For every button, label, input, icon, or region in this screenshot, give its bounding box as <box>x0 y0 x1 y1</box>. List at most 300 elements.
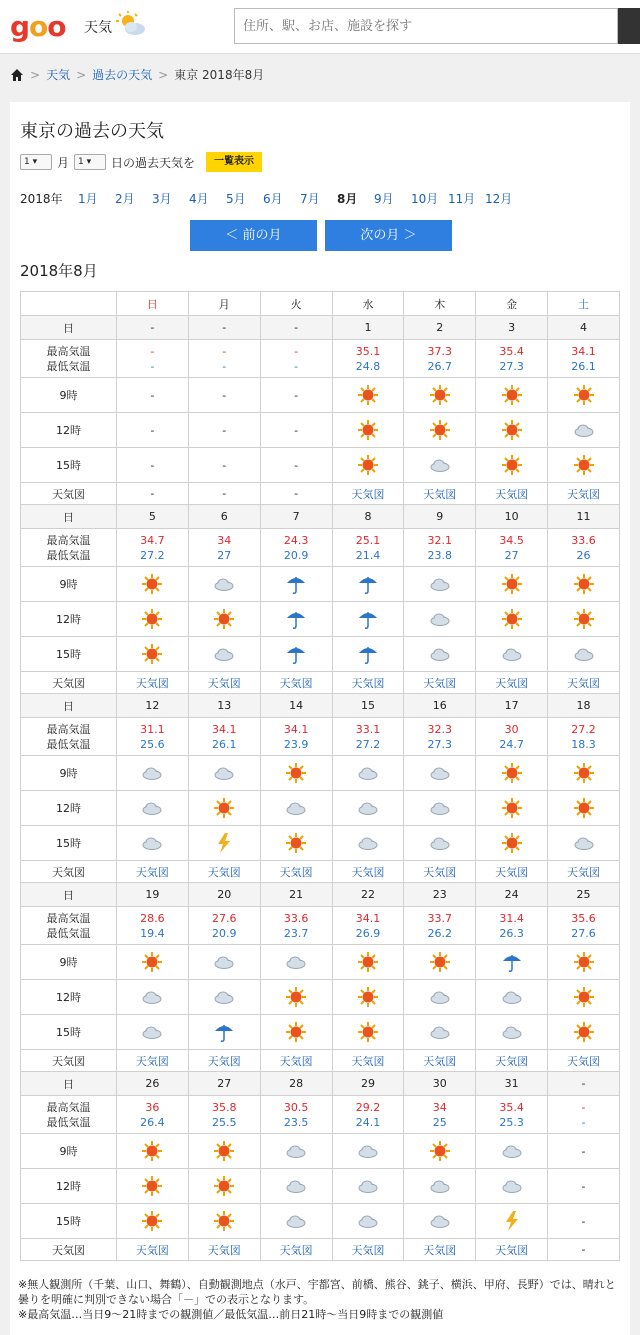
weather-map-link[interactable]: 天気図 <box>476 1050 548 1072</box>
low-temp: 25.6 <box>140 737 165 751</box>
date-cell: 15 <box>332 694 404 718</box>
low-temp: 23.8 <box>427 548 453 562</box>
weather-cell <box>476 826 548 861</box>
sunny-icon <box>357 454 379 476</box>
sunny-icon <box>573 573 595 595</box>
weather-map-link[interactable]: 天気図 <box>188 1239 260 1261</box>
weather-map-link[interactable]: 天気図 <box>548 483 620 505</box>
low-temp: 25.3 <box>499 1115 524 1129</box>
low-temp: 20.9 <box>212 926 237 940</box>
weather-cell: - <box>548 1204 620 1239</box>
weather-cell <box>332 1134 404 1169</box>
weather-cell <box>476 1204 548 1239</box>
cloudy-icon <box>141 832 163 854</box>
weather-row-12 <box>21 791 620 826</box>
month-nav <box>20 190 522 207</box>
row-label-15h: 15時 <box>21 448 117 483</box>
cloudy-icon <box>573 419 595 441</box>
weather-map-link[interactable]: 天気図 <box>548 861 620 883</box>
temperature-cell <box>476 340 548 378</box>
temperature-cell <box>260 529 332 567</box>
low-temp: 27.2 <box>355 737 381 751</box>
date-cell: 29 <box>332 1072 404 1096</box>
row-label-date: 日 <box>21 1072 117 1096</box>
high-temp: 31.1 <box>140 722 165 736</box>
weather-cell <box>404 791 476 826</box>
weather-cell <box>188 1169 260 1204</box>
weather-map-empty: - <box>188 483 260 505</box>
weather-cell <box>117 826 189 861</box>
weather-map-link[interactable]: 天気図 <box>548 672 620 694</box>
sunny-icon <box>141 608 163 630</box>
weather-map-link[interactable]: 天気図 <box>476 483 548 505</box>
temperature-cell <box>476 529 548 567</box>
sunny-icon <box>573 454 595 476</box>
high-temp: 34.1 <box>283 722 309 736</box>
weather-cell <box>117 791 189 826</box>
low-temp: 24.7 <box>499 737 524 751</box>
high-temp-label: 最高気温 <box>46 1100 91 1114</box>
month-unit: 月 <box>57 155 70 170</box>
low-temp: 26.3 <box>499 926 524 940</box>
temperature-cell <box>117 907 189 945</box>
temperature-cell <box>548 529 620 567</box>
month-link-3[interactable]: 3月 <box>152 192 172 206</box>
high-temp: 36 <box>145 1100 160 1114</box>
weather-cell <box>117 945 189 980</box>
high-temp-label: 最高気温 <box>46 911 91 925</box>
weather-map-link[interactable]: 天気図 <box>548 1050 620 1072</box>
row-label-map: 天気図 <box>21 1050 117 1072</box>
cloudy-icon <box>213 762 235 784</box>
weather-cell <box>404 1169 476 1204</box>
weather-cell <box>117 1015 189 1050</box>
weather-row-15 <box>21 637 620 672</box>
temperature-cell <box>404 340 476 378</box>
temperature-cell <box>476 907 548 945</box>
weather-cell <box>476 637 548 672</box>
weather-map-link[interactable]: 天気図 <box>117 1050 189 1072</box>
low-temp: 24.8 <box>355 359 381 373</box>
sunny-icon <box>429 1140 451 1162</box>
date-cell: 3 <box>476 316 548 340</box>
date-cell: 21 <box>260 883 332 907</box>
next-month-button[interactable]: 次の月 ＞ <box>325 220 452 251</box>
low-temp: 23.5 <box>283 1115 309 1129</box>
weather-map-link[interactable]: 天気図 <box>117 861 189 883</box>
date-cell: 9 <box>404 505 476 529</box>
high-temp: 27.2 <box>571 722 596 736</box>
weather-cell <box>260 945 332 980</box>
weather-map-link[interactable]: 天気図 <box>117 1239 189 1261</box>
row-label-map: 天気図 <box>21 483 117 505</box>
goo-logo[interactable]: goo <box>10 10 66 43</box>
cloudy-icon <box>429 643 451 665</box>
weather-map-link[interactable]: 天気図 <box>117 672 189 694</box>
weather-map-link[interactable]: 天気図 <box>476 861 548 883</box>
row-label-12h: 12時 <box>21 1169 117 1204</box>
weather-cell <box>260 1169 332 1204</box>
weather-cell <box>260 602 332 637</box>
weather-map-link[interactable]: 天気図 <box>404 861 476 883</box>
breadcrumb-current: 東京 2018年8月 <box>174 68 265 82</box>
high-temp: 33.6 <box>283 911 309 925</box>
weather-cell: - <box>188 413 260 448</box>
high-temp: 34.1 <box>571 344 596 358</box>
low-temp-label: 最低気温 <box>46 737 91 751</box>
row-label-12h: 12時 <box>21 413 117 448</box>
weather-cell <box>548 791 620 826</box>
weather-cell <box>188 980 260 1015</box>
cloudy-icon <box>501 1140 523 1162</box>
low-temp: - <box>294 359 299 373</box>
weather-map-link[interactable]: 天気図 <box>260 861 332 883</box>
high-temp: 32.3 <box>427 722 453 736</box>
month-link-10[interactable]: 10月 <box>411 192 439 206</box>
temperature-cell <box>404 1096 476 1134</box>
list-view-button[interactable]: 一覧表示 <box>206 152 262 172</box>
month-link-12[interactable]: 12月 <box>485 192 513 206</box>
row-label-9h: 9時 <box>21 756 117 791</box>
temperature-cell <box>332 529 404 567</box>
sunny-icon <box>429 384 451 406</box>
temperature-cell <box>188 1096 260 1134</box>
weather-cell <box>260 980 332 1015</box>
sunny-icon <box>141 1140 163 1162</box>
breadcrumb <box>10 66 264 83</box>
row-label-15h: 15時 <box>21 826 117 861</box>
sunny-icon <box>213 1140 235 1162</box>
high-temp-label: 最高気温 <box>46 344 91 358</box>
temperature-cell <box>548 907 620 945</box>
weather-cell: - <box>117 413 189 448</box>
cloudy-icon <box>285 797 307 819</box>
weekday-header: 月 <box>188 292 260 316</box>
weather-cell <box>332 791 404 826</box>
cloudy-icon <box>429 608 451 630</box>
weather-map-link[interactable]: 天気図 <box>476 672 548 694</box>
sunny-icon <box>141 951 163 973</box>
rain-icon <box>213 1021 235 1043</box>
date-cell: 1 <box>332 316 404 340</box>
weather-cell <box>404 637 476 672</box>
low-temp: 26.2 <box>427 926 453 940</box>
weather-cell <box>404 413 476 448</box>
high-temp: 24.3 <box>283 533 309 547</box>
date-row <box>21 883 620 907</box>
sunny-icon <box>573 797 595 819</box>
date-cell: 5 <box>117 505 189 529</box>
temperature-cell <box>548 718 620 756</box>
weather-cell <box>548 448 620 483</box>
site-header <box>0 0 640 54</box>
high-temp: 34 <box>217 533 232 547</box>
row-label-temperature <box>21 718 117 756</box>
rain-icon <box>501 951 523 973</box>
cloudy-icon <box>285 1210 307 1232</box>
weather-map-link[interactable]: 天気図 <box>260 1239 332 1261</box>
sunny-icon <box>573 1021 595 1043</box>
weather-cell <box>404 1015 476 1050</box>
sunny-icon <box>285 762 307 784</box>
weather-cell: - <box>117 448 189 483</box>
sunny-icon <box>429 419 451 441</box>
temperature-row <box>21 1096 620 1134</box>
high-temp: - <box>294 344 299 358</box>
thunder-icon <box>501 1210 523 1232</box>
cloudy-icon <box>141 986 163 1008</box>
search-button[interactable] <box>618 8 640 44</box>
temperature-row <box>21 340 620 378</box>
weather-map-link[interactable]: 天気図 <box>404 483 476 505</box>
date-cell: 27 <box>188 1072 260 1096</box>
high-temp: 34.1 <box>355 911 381 925</box>
low-temp: 26.4 <box>140 1115 165 1129</box>
month-select[interactable]: 1 ▾ <box>20 154 52 170</box>
sunny-icon <box>357 1021 379 1043</box>
breadcrumb-past-weather-link[interactable]: 過去の天気 <box>92 68 153 82</box>
temperature-row <box>21 718 620 756</box>
service-name[interactable]: 天気 <box>84 20 112 36</box>
month-link-8: 8月 <box>337 192 358 206</box>
temperature-cell <box>260 340 332 378</box>
cloudy-icon <box>141 762 163 784</box>
breadcrumb-weather-link[interactable]: 天気 <box>46 68 71 82</box>
weather-map-link[interactable]: 天気図 <box>332 483 404 505</box>
row-label-temperature <box>21 907 117 945</box>
breadcrumb-separator: > <box>76 67 87 82</box>
sunny-icon <box>573 986 595 1008</box>
low-temp: - <box>150 359 155 373</box>
sunny-icon <box>573 384 595 406</box>
weather-map-link[interactable]: 天気図 <box>332 861 404 883</box>
weather-map-link[interactable]: 天気図 <box>404 1239 476 1261</box>
cloudy-icon <box>429 762 451 784</box>
row-label-12h: 12時 <box>21 980 117 1015</box>
weather-map-link[interactable]: 天気図 <box>332 672 404 694</box>
month-link-2[interactable]: 2月 <box>115 192 135 206</box>
weather-map-link[interactable]: 天気図 <box>332 1239 404 1261</box>
row-label-date: 日 <box>21 505 117 529</box>
cloudy-icon <box>357 1140 379 1162</box>
weather-cell <box>188 1015 260 1050</box>
sunny-icon <box>141 1175 163 1197</box>
high-temp: 25.1 <box>355 533 381 547</box>
low-temp: 25.5 <box>212 1115 237 1129</box>
low-temp: - <box>222 359 227 373</box>
thunder-icon <box>213 832 235 854</box>
row-label-9h: 9時 <box>21 378 117 413</box>
date-cell: 10 <box>476 505 548 529</box>
weekday-header: 木 <box>404 292 476 316</box>
weather-cell <box>404 448 476 483</box>
month-link-9[interactable]: 9月 <box>374 192 394 206</box>
weather-cell <box>476 1015 548 1050</box>
month-link-11[interactable]: 11月 <box>448 192 476 206</box>
cloudy-icon <box>213 986 235 1008</box>
weather-map-link[interactable]: 天気図 <box>188 861 260 883</box>
date-cell: - <box>117 316 189 340</box>
row-label-15h: 15時 <box>21 1204 117 1239</box>
high-temp: 37.3 <box>427 344 453 358</box>
weather-cell <box>260 791 332 826</box>
sunny-icon <box>213 1175 235 1197</box>
date-cell: 31 <box>476 1072 548 1096</box>
cloudy-icon <box>429 1175 451 1197</box>
weather-map-link[interactable]: 天気図 <box>188 672 260 694</box>
weather-map-link[interactable]: 天気図 <box>332 1050 404 1072</box>
row-label-9h: 9時 <box>21 945 117 980</box>
weather-row-12 <box>21 413 620 448</box>
search-box <box>234 8 618 44</box>
weather-cell: - <box>548 1169 620 1204</box>
breadcrumb-separator: > <box>30 67 41 82</box>
weather-map-row <box>21 861 620 883</box>
weather-row-9 <box>21 756 620 791</box>
weather-cell <box>117 567 189 602</box>
weather-cell <box>332 448 404 483</box>
weather-cell <box>548 637 620 672</box>
row-label-map: 天気図 <box>21 861 117 883</box>
low-temp: 24.1 <box>355 1115 381 1129</box>
date-cell: 20 <box>188 883 260 907</box>
high-temp: 33.6 <box>571 533 596 547</box>
weather-cell <box>548 567 620 602</box>
weather-cell <box>548 756 620 791</box>
date-cell: 30 <box>404 1072 476 1096</box>
temperature-cell <box>476 718 548 756</box>
low-temp: 19.4 <box>140 926 165 940</box>
breadcrumb-separator: > <box>158 67 169 82</box>
weather-cell <box>332 756 404 791</box>
weather-map-link[interactable]: 天気図 <box>404 1050 476 1072</box>
weather-map-empty: - <box>260 483 332 505</box>
weather-map-link[interactable]: 天気図 <box>476 1239 548 1261</box>
sunny-icon <box>501 608 523 630</box>
sunny-icon <box>141 573 163 595</box>
month-link-1[interactable]: 1月 <box>78 192 98 206</box>
weather-cell <box>332 1169 404 1204</box>
sunny-icon <box>501 454 523 476</box>
sunny-icon <box>213 797 235 819</box>
high-temp: 32.1 <box>427 533 453 547</box>
month-link-4[interactable]: 4月 <box>189 192 209 206</box>
sunny-icon <box>357 384 379 406</box>
date-cell: 8 <box>332 505 404 529</box>
weather-cell <box>117 1134 189 1169</box>
weather-cell <box>404 945 476 980</box>
weather-row-9 <box>21 945 620 980</box>
weather-cell <box>260 1134 332 1169</box>
weather-row-9 <box>21 378 620 413</box>
date-cell: 24 <box>476 883 548 907</box>
weather-cell <box>332 1015 404 1050</box>
weather-map-link[interactable]: 天気図 <box>260 1050 332 1072</box>
month-link-7[interactable]: 7月 <box>300 192 320 206</box>
cloudy-icon <box>429 986 451 1008</box>
weather-cell <box>404 378 476 413</box>
weather-cell <box>548 378 620 413</box>
date-cell: 7 <box>260 505 332 529</box>
cloudy-icon <box>357 1175 379 1197</box>
date-cell: 23 <box>404 883 476 907</box>
weather-cell <box>548 602 620 637</box>
high-temp: 30.5 <box>283 1100 309 1114</box>
temperature-cell <box>260 907 332 945</box>
weather-cell <box>260 637 332 672</box>
weekday-header: 水 <box>332 292 404 316</box>
sunny-icon <box>285 1021 307 1043</box>
weather-cell <box>188 826 260 861</box>
weather-cell: - <box>548 1134 620 1169</box>
cloudy-icon <box>213 951 235 973</box>
weather-cell <box>117 980 189 1015</box>
sunny-icon <box>501 573 523 595</box>
sunny-icon <box>285 986 307 1008</box>
weather-row-9 <box>21 567 620 602</box>
rain-icon <box>357 608 379 630</box>
weather-calendar <box>20 291 620 1261</box>
search-input[interactable] <box>235 9 617 43</box>
notes <box>18 1277 624 1322</box>
high-temp-label: 最高気温 <box>46 722 91 736</box>
date-cell: 25 <box>548 883 620 907</box>
low-temp: 26 <box>576 548 591 562</box>
row-label-temperature <box>21 529 117 567</box>
sunny-icon <box>429 951 451 973</box>
weather-map-link[interactable]: 天気図 <box>188 1050 260 1072</box>
weather-cell <box>548 1015 620 1050</box>
note-line-1: ※無人観測所（千葉、山口、舞鶴）、自動観測地点（水戸、宇都宮、前橋、熊谷、銚子、横浜、甲府、長野）では、晴れと曇りを明確に判別できない場合「－」での表示となります。 <box>18 1278 616 1306</box>
rain-icon <box>357 573 379 595</box>
row-label-date: 日 <box>21 694 117 718</box>
weather-map-link[interactable]: 天気図 <box>404 672 476 694</box>
low-temp: 27 <box>217 548 232 562</box>
home-icon[interactable] <box>10 68 24 82</box>
temperature-cell <box>404 907 476 945</box>
weather-cell <box>476 413 548 448</box>
weather-cell <box>404 1134 476 1169</box>
row-label-map: 天気図 <box>21 1239 117 1261</box>
weather-cell <box>188 945 260 980</box>
row-label-date: 日 <box>21 883 117 907</box>
weather-cell <box>476 945 548 980</box>
weather-cell <box>404 1204 476 1239</box>
month-title: 2018年8月 <box>20 262 98 280</box>
temperature-cell <box>404 529 476 567</box>
low-temp: 26.1 <box>571 359 596 373</box>
temperature-cell <box>117 529 189 567</box>
high-temp: 35.1 <box>355 344 381 358</box>
row-label-temperature <box>21 340 117 378</box>
day-select[interactable]: 1 ▾ <box>74 154 106 170</box>
low-temp: 25 <box>432 1115 447 1129</box>
weather-cell <box>117 637 189 672</box>
month-link-6[interactable]: 6月 <box>263 192 283 206</box>
sunny-icon <box>501 419 523 441</box>
sunny-icon <box>213 1210 235 1232</box>
prev-month-button[interactable]: ＜ 前の月 <box>190 220 317 251</box>
sunny-icon <box>501 832 523 854</box>
cloudy-icon <box>357 797 379 819</box>
weather-cell <box>332 637 404 672</box>
weather-cell <box>548 413 620 448</box>
weather-map-link[interactable]: 天気図 <box>260 672 332 694</box>
date-cell: - <box>548 1072 620 1096</box>
weather-cell <box>404 602 476 637</box>
month-link-5[interactable]: 5月 <box>226 192 246 206</box>
cloudy-icon <box>429 573 451 595</box>
